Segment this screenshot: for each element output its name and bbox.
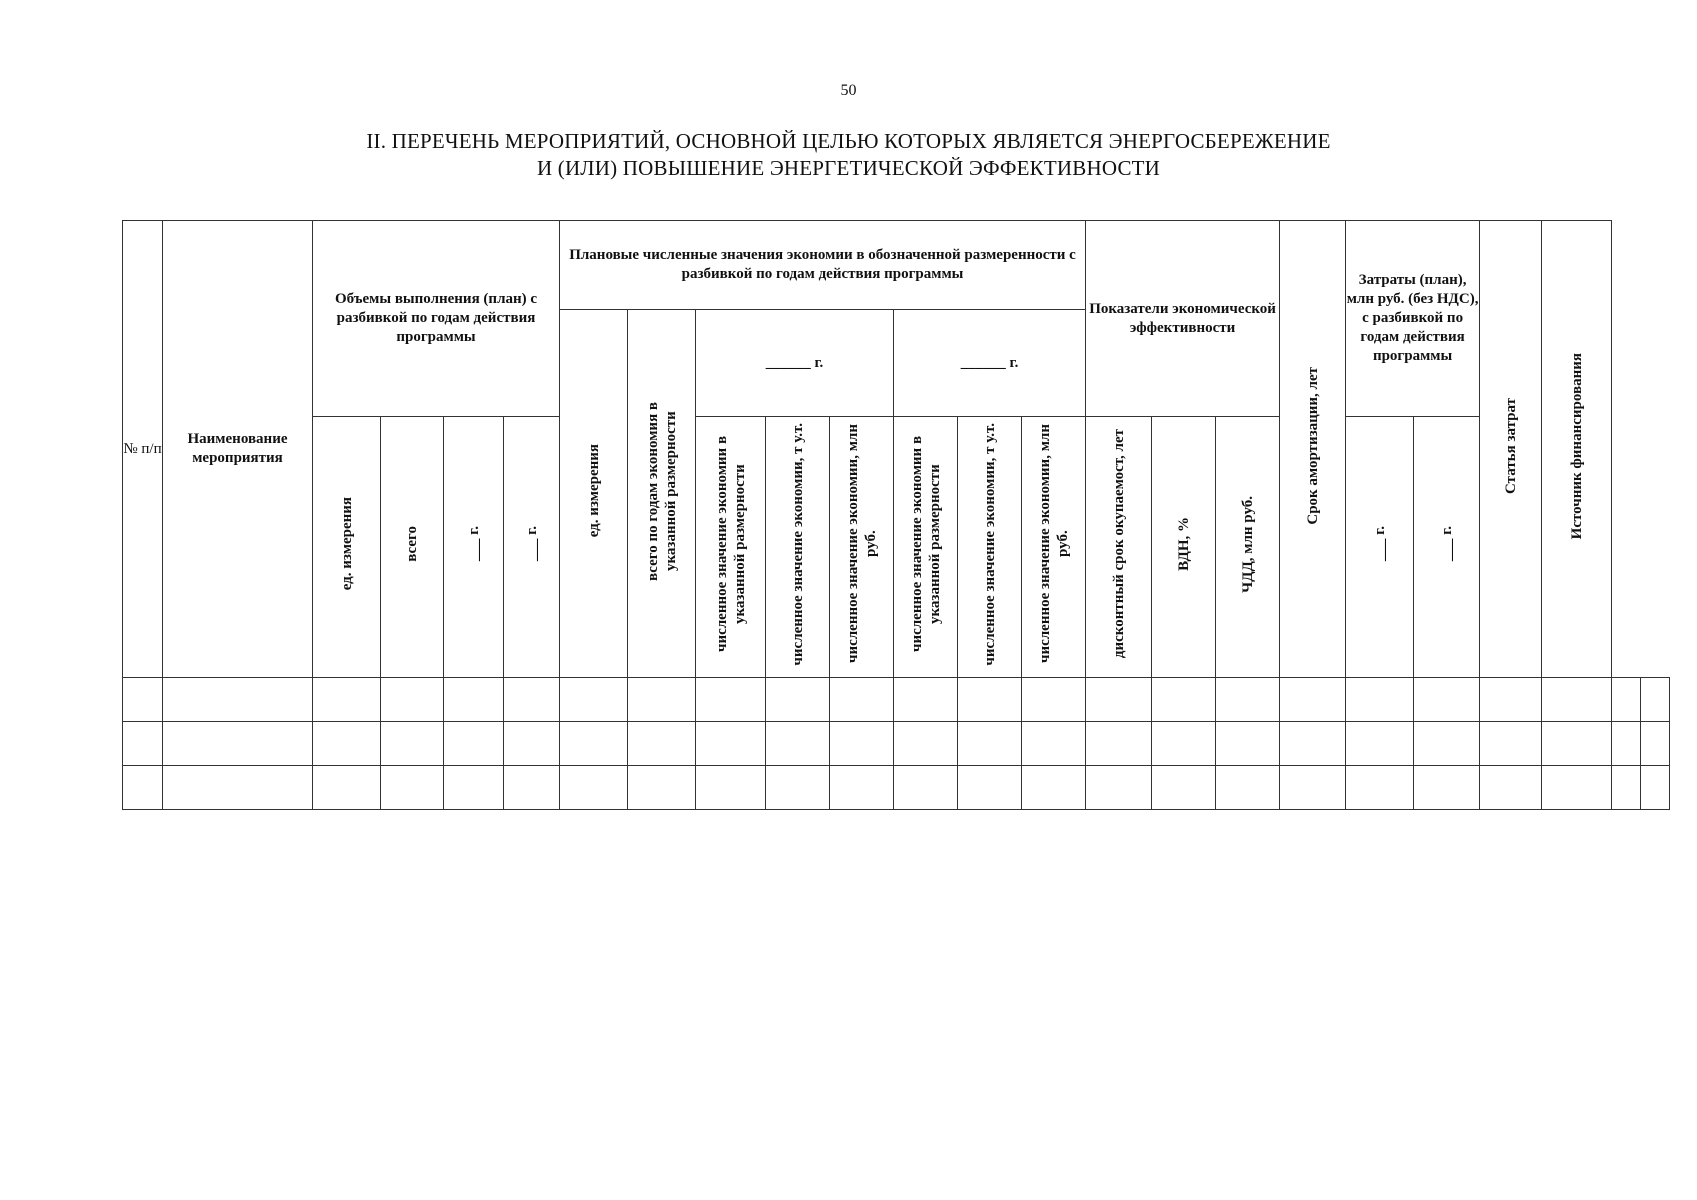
table-cell [1086, 766, 1152, 810]
table-row [123, 722, 1670, 766]
table-cell [628, 766, 696, 810]
table-cell [1414, 678, 1480, 722]
table-cell [504, 678, 560, 722]
table-cell [1022, 678, 1086, 722]
table-cell [1542, 678, 1612, 722]
table-cell [766, 722, 830, 766]
header-sav-y2-a [894, 417, 958, 678]
table-cell [1542, 766, 1612, 810]
table-cell [1612, 722, 1641, 766]
header-econ-payback [1086, 417, 1152, 678]
table-cell [1346, 678, 1414, 722]
table-cell [628, 722, 696, 766]
header-amortization-label: Срок амортизации, лет [1304, 367, 1321, 525]
header-cost-year-2 [1414, 417, 1480, 678]
header-sav-y2-b [958, 417, 1022, 678]
header-sav-y2-c [1022, 417, 1086, 678]
header-vol-unit-label: ед. измерения [338, 497, 355, 591]
header-volumes-group: Объемы выполнения (план) с разбивкой по годам действия программы [313, 221, 560, 417]
table-cell [504, 766, 560, 810]
header-vol-total [381, 417, 444, 678]
table-cell [123, 766, 163, 810]
header-sav-y1-a-label: численное значение экономии в указанной размерности [713, 435, 748, 653]
header-cost-article-label: Статья затрат [1502, 398, 1519, 494]
table-cell [444, 722, 504, 766]
table-cell [830, 678, 894, 722]
header-vol-year-1-label: ___ г. [465, 526, 482, 562]
table-cell [1641, 678, 1670, 722]
table-cell [1414, 766, 1480, 810]
table-cell [696, 766, 766, 810]
table-cell [1542, 722, 1612, 766]
table-cell [628, 678, 696, 722]
table-cell [1216, 766, 1280, 810]
table-cell [766, 678, 830, 722]
header-num: № п/п [123, 221, 163, 678]
table-cell [894, 678, 958, 722]
table-cell [696, 722, 766, 766]
header-sav-y1-c-label: численное значение экономии, млн руб. [844, 424, 879, 664]
header-sav-year-1: ______ г. [696, 310, 894, 417]
table-cell [381, 678, 444, 722]
table-cell [1086, 722, 1152, 766]
header-amortization [1280, 221, 1346, 678]
measures-table [122, 220, 1670, 810]
table-cell [560, 766, 628, 810]
table-cell [1641, 722, 1670, 766]
table-cell [1216, 678, 1280, 722]
table-cell [894, 722, 958, 766]
table-cell [1022, 722, 1086, 766]
table-cell [444, 678, 504, 722]
header-funding-label: Источник финансирования [1568, 352, 1585, 540]
title-line-1: II. ПЕРЕЧЕНЬ МЕРОПРИЯТИЙ, ОСНОВНОЙ ЦЕЛЬЮ КОТОРЫХ ЯВЛЯЕТСЯ ЭНЕРГОСБЕРЕЖЕНИЕ [366, 129, 1331, 153]
table-cell [1480, 678, 1542, 722]
table-cell [830, 722, 894, 766]
header-sav-y1-b [766, 417, 830, 678]
header-sav-y1-a [696, 417, 766, 678]
header-econ-vdn [1152, 417, 1216, 678]
table-cell [958, 722, 1022, 766]
header-cost-article [1480, 221, 1542, 678]
table-cell [381, 766, 444, 810]
table-cell [1022, 766, 1086, 810]
table-row [123, 766, 1670, 810]
header-cost-year-1-label: ___ г. [1371, 526, 1388, 562]
table-cell [1480, 722, 1542, 766]
table-cell [1346, 766, 1414, 810]
header-vol-total-label: всего [404, 526, 420, 562]
table-row [123, 678, 1670, 722]
header-row-3 [123, 417, 1670, 678]
header-vol-unit [313, 417, 381, 678]
header-savings-group: Плановые численные значения экономии в обозначенной размеренности с разбивкой по годам действия программы [560, 221, 1086, 310]
header-funding [1542, 221, 1612, 678]
table-cell [1612, 678, 1641, 722]
header-name: Наименование мероприятия [163, 221, 313, 678]
table-cell [830, 766, 894, 810]
table-cell [504, 722, 560, 766]
table-cell [163, 678, 313, 722]
header-cost-year-1 [1346, 417, 1414, 678]
header-sav-y1-b-label: численное значение экономии, т у.т. [789, 422, 806, 666]
title-line-2: И (ИЛИ) ПОВЫШЕНИЕ ЭНЕРГЕТИЧЕСКОЙ ЭФФЕКТИВНОСТИ [536, 156, 1161, 180]
page-number: 50 [840, 82, 857, 99]
table-cell [1280, 722, 1346, 766]
header-sav-y2-b-label: численное значение экономии, т у.т. [981, 422, 998, 666]
table-cell [1152, 722, 1216, 766]
table-cell [1216, 722, 1280, 766]
table-cell [123, 722, 163, 766]
header-sav-total [628, 310, 696, 678]
header-sav-year-2: ______ г. [894, 310, 1086, 417]
header-econ-payback-label: дисконтный срок окупаемост, лет [1110, 429, 1127, 659]
header-costs-group: Затраты (план), млн руб. (без НДС), с разбивкой по годам действия программы [1346, 221, 1480, 417]
table-cell [560, 678, 628, 722]
table-cell [766, 766, 830, 810]
header-row-1 [123, 221, 1670, 310]
table-cell [313, 722, 381, 766]
table-cell [313, 766, 381, 810]
header-sav-unit [560, 310, 628, 678]
table-cell [313, 678, 381, 722]
table-cell [1346, 722, 1414, 766]
table-cell [1280, 678, 1346, 722]
header-sav-total-label: всего по годам экономия в указанной размерности [644, 400, 679, 581]
table-cell [163, 722, 313, 766]
header-vol-year-1 [444, 417, 504, 678]
page-title [0, 128, 1697, 182]
header-cost-year-2-label: ___ г. [1438, 526, 1455, 562]
table-cell [1414, 722, 1480, 766]
header-sav-y2-a-label: численное значение экономии в указанной размерности [908, 435, 943, 653]
table-cell [1280, 766, 1346, 810]
header-sav-y2-c-label: численное значение экономии, млн руб. [1036, 424, 1071, 664]
table-cell [1152, 766, 1216, 810]
table-cell [444, 766, 504, 810]
table-cell [894, 766, 958, 810]
table-cell [163, 766, 313, 810]
table-cell [1612, 766, 1641, 810]
table-cell [560, 722, 628, 766]
header-econ-npv [1216, 417, 1280, 678]
table-body [123, 678, 1670, 810]
header-econ-npv-label: ЧДД, млн руб. [1239, 495, 1256, 593]
table-cell [381, 722, 444, 766]
table-cell [1480, 766, 1542, 810]
table-cell [1152, 678, 1216, 722]
header-econ-vdn-label: ВДН, % [1175, 517, 1192, 571]
table-cell [958, 766, 1022, 810]
table-cell [958, 678, 1022, 722]
table-cell [1086, 678, 1152, 722]
table-cell [696, 678, 766, 722]
header-sav-unit-label: ед. измерения [585, 443, 602, 538]
header-sav-y1-c [830, 417, 894, 678]
table-cell [1641, 766, 1670, 810]
header-econ-group: Показатели экономической эффективности [1086, 221, 1280, 417]
header-vol-year-2 [504, 417, 560, 678]
header-vol-year-2-label: ___ г. [523, 526, 540, 562]
table-cell [123, 678, 163, 722]
